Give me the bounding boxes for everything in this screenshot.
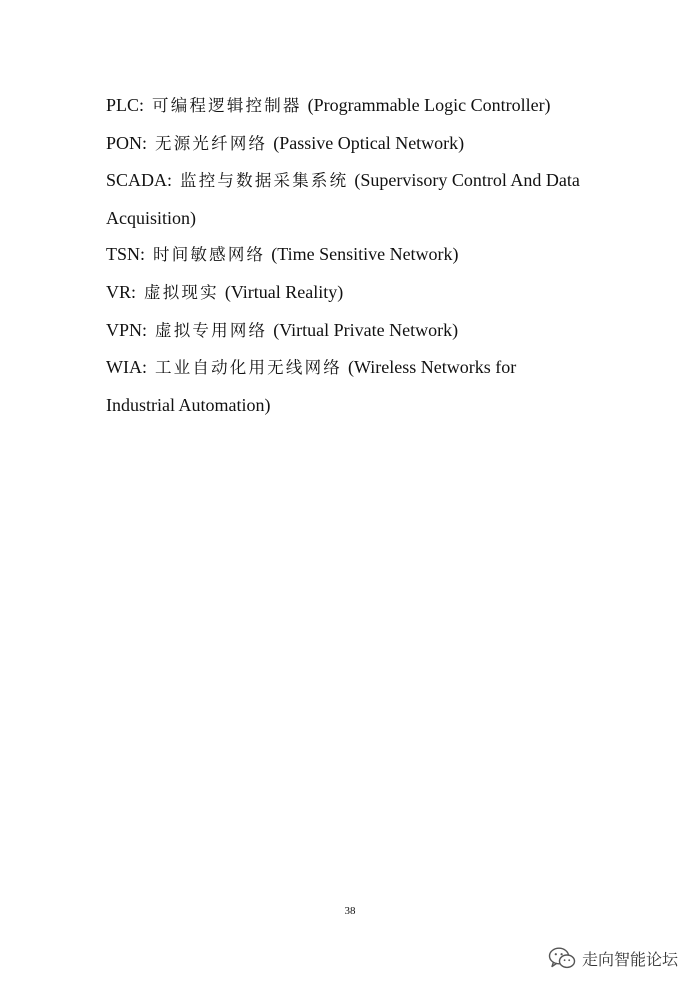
entry-chinese-term: 无源光纤网络 (155, 133, 268, 153)
entry-abbreviation: TSN: (106, 244, 146, 265)
entry-english-term: (Virtual Reality) (224, 281, 344, 302)
entry-english-term: (Virtual Private Network) (273, 319, 459, 340)
glossary-entry-tsn (106, 236, 586, 274)
glossary-entry-plc (106, 87, 586, 125)
entry-english-term: (Time Sensitive Network) (271, 244, 459, 265)
entry-abbreviation: VPN: (106, 319, 148, 340)
entry-chinese-term: 时间敏感网络 (153, 245, 266, 265)
entry-chinese-term: 虚拟现实 (144, 282, 219, 302)
entry-english-term: (Passive Optical Network) (273, 132, 465, 153)
glossary-list (106, 87, 586, 423)
entry-abbreviation: PLC: (106, 95, 145, 115)
entry-abbreviation: VR: (106, 281, 137, 302)
entry-abbreviation: SCADA: (106, 170, 173, 191)
glossary-entry-pon (106, 125, 586, 163)
entry-abbreviation: WIA: (106, 357, 147, 378)
entry-chinese-term: 可编程逻辑控制器 (152, 96, 302, 115)
entry-english-term: (Programmable Logic Controller) (307, 95, 551, 115)
glossary-entry-wia (106, 349, 586, 423)
glossary-entry-vr (106, 274, 586, 312)
entry-english-term: (Supervisory Control And Data Acquisition) (106, 170, 580, 228)
glossary-entry-scada (106, 162, 586, 236)
wechat-icon (548, 946, 576, 970)
entry-abbreviation: PON: (106, 132, 148, 153)
watermark-text: 走向智能论坛 (581, 949, 678, 969)
watermark (548, 946, 678, 970)
entry-english-term: (Wireless Networks for Industrial Automation) (106, 357, 517, 415)
entry-chinese-term: 监控与数据采集系统 (180, 171, 349, 191)
entry-chinese-term: 虚拟专用网络 (155, 320, 268, 340)
page-number: 38 (344, 905, 356, 917)
entry-chinese-term: 工业自动化用无线网络 (154, 358, 342, 378)
glossary-entry-vpn (106, 312, 586, 350)
